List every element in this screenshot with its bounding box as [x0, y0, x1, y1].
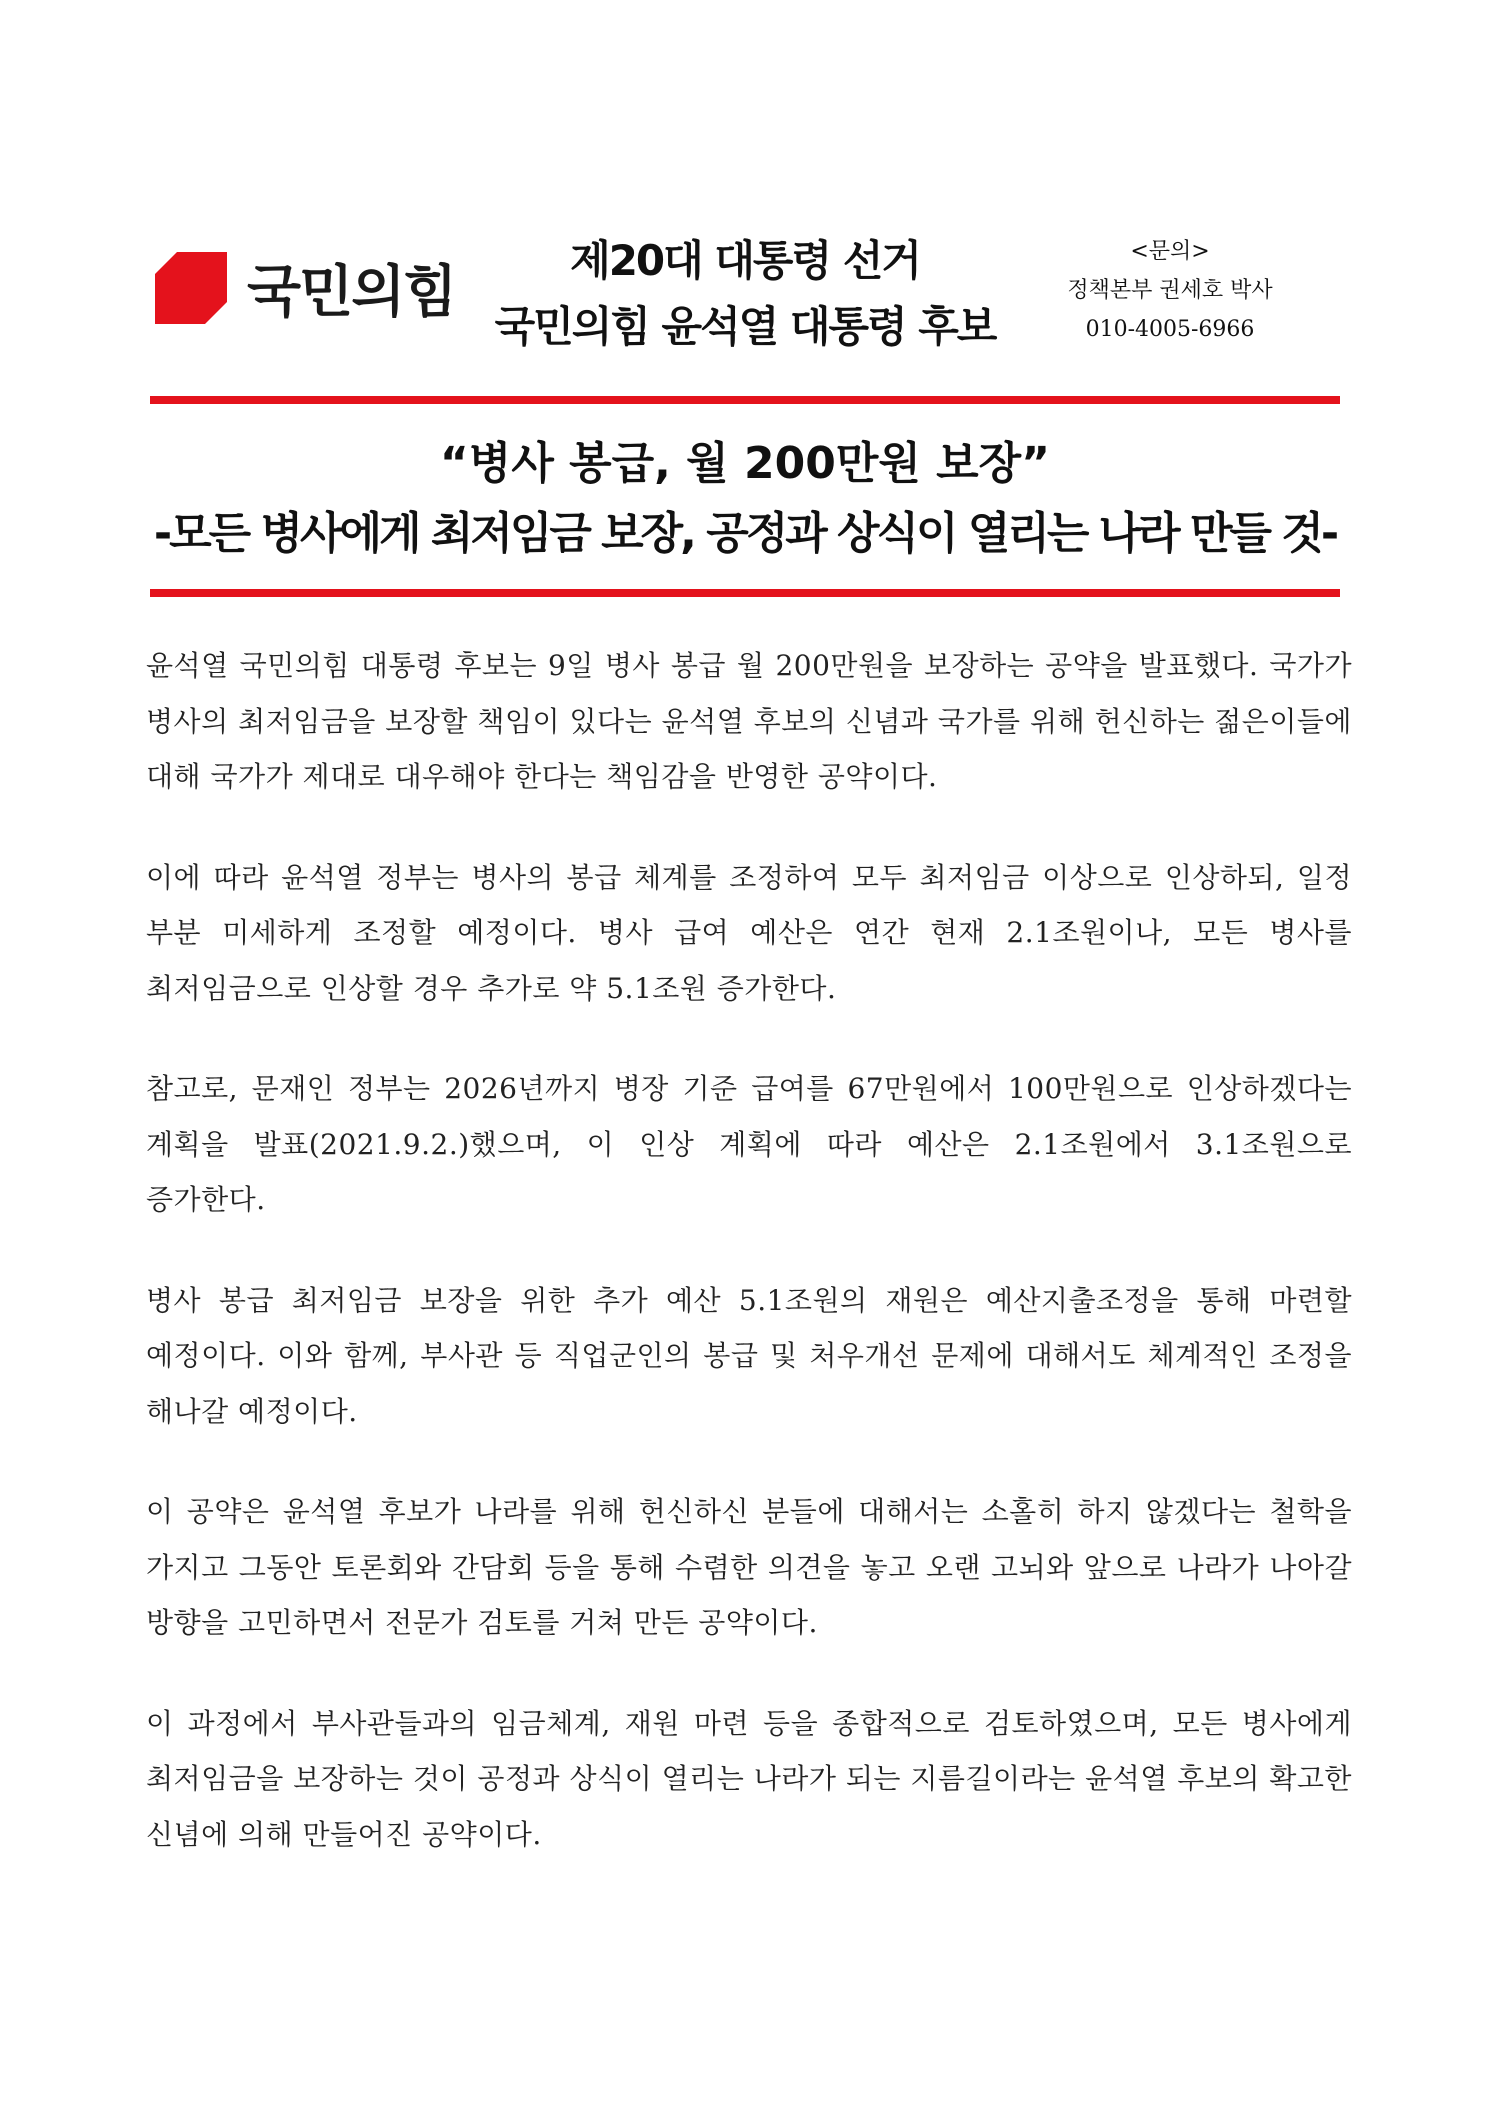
election-title [485, 228, 1005, 360]
body-paragraph: 참고로, 문재인 정부는 2026년까지 병장 기준 급여를 67만원에서 100만원으로 인상하겠다는 계획을 발표(2021.9.2.)했으며, 이 인상 계획에 따라 예산은 2.1조원에서 3.1조원으로 증가한다. [146, 1072, 1352, 1216]
press-release-headline [150, 432, 1340, 566]
contact-person: 정책본부 권세호 박사 [1067, 278, 1273, 303]
body-paragraph: 이 공약은 윤석열 후보가 나라를 위해 헌신하신 분들에 대해서는 소홀히 하지 않겠다는 철학을 가지고 그동안 토론회와 간담회 등을 통해 수렴한 의견을 놓고 오랜 고뇌와 앞으로 나라가 나아갈 방향을 고민하면서 전문가 검토를 거쳐 만든 공약이다. [146, 1495, 1352, 1639]
contact-block [1020, 232, 1320, 349]
headline-subtitle: -모든 병사에게 최저임금 보장, 공정과 상식이 열리는 나라 만들 것- [153, 508, 1337, 559]
press-release-body [146, 638, 1352, 1907]
top-divider [150, 396, 1340, 404]
party-logo-icon [155, 252, 227, 324]
contact-label: <문의> [1130, 239, 1210, 264]
body-paragraph: 윤석열 국민의힘 대통령 후보는 9일 병사 봉급 월 200만원을 보장하는 공약을 발표했다. 국가가 병사의 최저임금을 보장할 책임이 있다는 윤석열 후보의 신념과 국가를 위해 헌신하는 젊은이들에 대해 국가가 제대로 대우해야 한다는 책임감을 반영한 공약이다. [146, 649, 1352, 793]
bottom-divider [150, 589, 1340, 597]
party-name: 국민의힘 [247, 260, 456, 325]
headline-title: “병사 봉급, 월 200만원 보장” [439, 438, 1051, 489]
party-logo [155, 250, 455, 326]
election-title-line1: 제20대 대통령 선거 [570, 236, 920, 285]
body-paragraph: 이 과정에서 부사관들과의 임금체계, 재원 마련 등을 종합적으로 검토하였으며, 모든 병사에게 최저임금을 보장하는 것이 공정과 상식이 열리는 나라가 되는 지름길이라는 윤석열 후보의 확고한 신념에 의해 만들어진 공약이다. [146, 1706, 1352, 1851]
contact-phone: 010-4005-6966 [1085, 317, 1255, 342]
body-paragraph: 병사 봉급 최저임금 보장을 위한 추가 예산 5.1조원의 재원은 예산지출조정을 통해 마련할 예정이다. 이와 함께, 부사관 등 직업군인의 봉급 및 처우개선 문제에 대해서도 체계적인 조정을 해나갈 예정이다. [146, 1283, 1352, 1428]
body-paragraph: 이에 따라 윤석열 정부는 병사의 봉급 체계를 조정하여 모두 최저임금 이상으로 인상하되, 일정 부분 미세하게 조정할 예정이다. 병사 급여 예산은 연간 현재 2.1조원이나, 모든 병사를 최저임금으로 인상할 경우 추가로 약 5.1조원 증가한다. [146, 860, 1352, 1005]
election-title-line2: 국민의힘 윤석열 대통령 후보 [494, 302, 996, 351]
